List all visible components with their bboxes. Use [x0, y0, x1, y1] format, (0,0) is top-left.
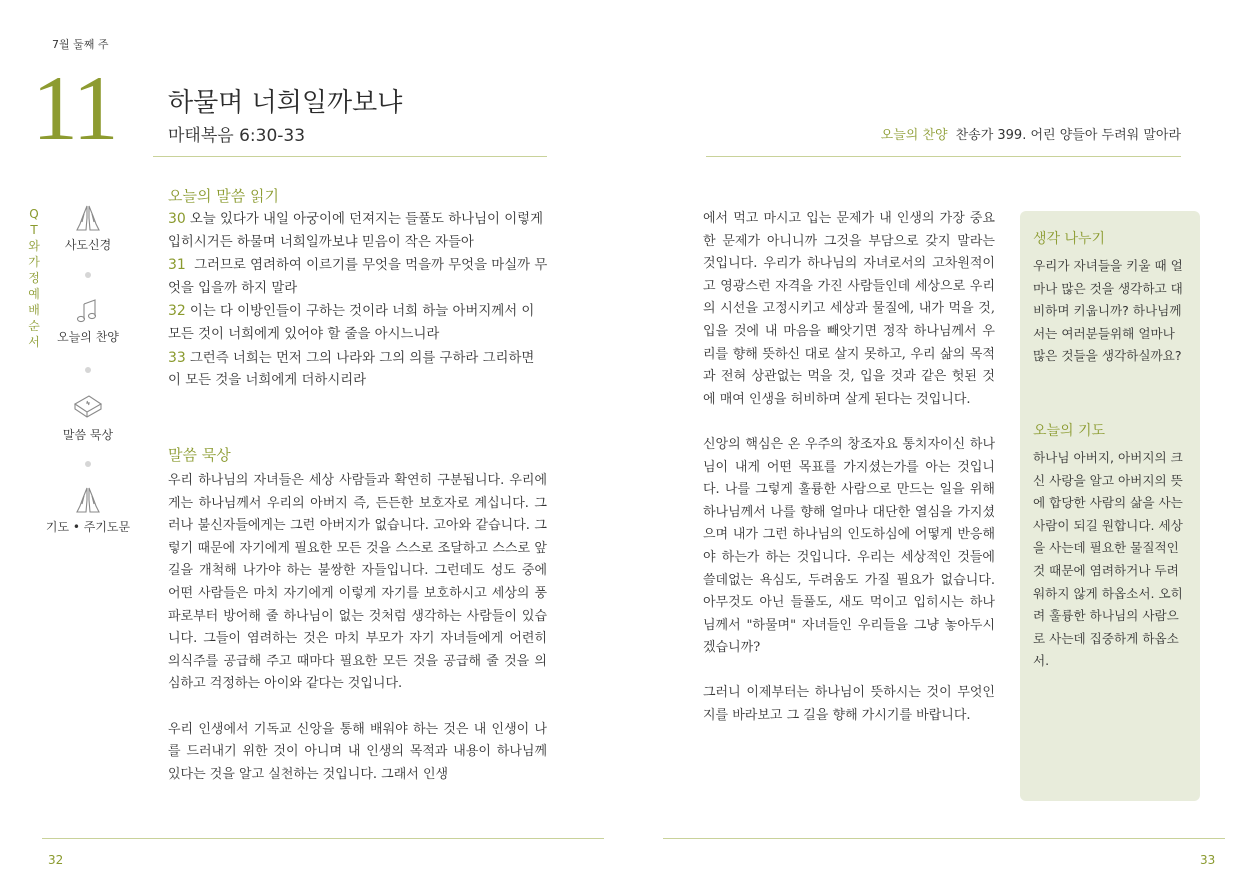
- day-number: 11: [32, 57, 117, 159]
- sidebar-vertical-label: QT와 가정예배 순서: [28, 207, 40, 349]
- share-text: 우리가 자녀들을 키울 때 얼마나 많은 것을 생각하고 대비하며 키웁니까? 하나님께서는 여러분들위해 얼마나 많은 것들을 생각하실까요?: [1033, 258, 1183, 364]
- verse-text: 그러므로 염려하여 이르기를 무엇을 먹을까 무엇을 마실까 무엇을 입을까 하지 말라: [168, 258, 548, 296]
- divider: [153, 156, 547, 157]
- todays-hymn: [706, 124, 1181, 143]
- separator-dot: [85, 367, 91, 373]
- page-number-left: 32: [48, 853, 64, 867]
- verse-number: 30: [168, 211, 186, 227]
- verse: [168, 254, 548, 300]
- sidebar-item-todays-hymn: [33, 298, 143, 345]
- verse-number: 33: [168, 349, 186, 366]
- share-title: 생각 나누기: [1033, 231, 1106, 247]
- bible-icon: [71, 392, 105, 422]
- praying-hands-icon: [73, 486, 103, 514]
- sidebar-item-label: 오늘의 찬양: [57, 330, 119, 344]
- paragraph: 에서 먹고 마시고 입는 문제가 내 인생의 가장 중요한 문제가 아니니까 그것을 부담으로 갖지 말라는 것입니다. 우리가 하나님의 자녀로서의 고차원적이고 영광스런 자격을 가진 사람들인데 세상으로 우리의 시선을 고정시키고 세상과 물질에, 내가 먹을 것, 입을 것에 내 마음을 빼앗기면 정작 하나님께서 우리를 향해 뜻하신 대로 살지 못하고, 우리 삶의 목적과 전혀 상관없는 먹을 것, 입을 것과 같은 헛된 것에 매여 인생을 허비하며 살게 된다는 것입니다.: [703, 211, 995, 407]
- verse: [168, 347, 548, 393]
- sidebar-item-meditation: [33, 392, 143, 443]
- praying-hands-icon: [73, 204, 103, 232]
- page-title: 하물며 너희일까보냐: [168, 88, 403, 118]
- sidebar-item-prayer: [33, 486, 143, 535]
- verse-number: 31: [168, 257, 186, 274]
- sidebar-item-label: 사도신경: [64, 238, 112, 252]
- meditation-title: 말씀 묵상: [168, 446, 231, 464]
- reading-title: 오늘의 말씀 읽기: [168, 187, 279, 205]
- sidebar-item-apostles-creed: [33, 204, 143, 253]
- scripture-reading: [168, 208, 548, 393]
- verse-number: 32: [168, 303, 186, 320]
- prayer-title: 오늘의 기도: [1033, 423, 1106, 439]
- page-number-right: 33: [1200, 853, 1216, 867]
- verse: [168, 300, 548, 346]
- verse-text: 그런즉 너희는 먼저 그의 나라와 그의 의를 구하라 그리하면 이 모든 것을 너희에게 더하시리라: [168, 350, 535, 389]
- paragraph: 우리 인생에서 기독교 신앙을 통해 배워야 하는 것은 내 인생이 나를 드러내기 위한 것이 아니며 내 인생의 목적과 내용이 하나님께 있다는 것을 알고 실천하는 것입니다. 그래서 인생: [168, 721, 547, 782]
- music-note-icon: [73, 298, 103, 324]
- meditation-text-right: [703, 208, 995, 728]
- verse-text: 오늘 있다가 내일 아궁이에 던져지는 들풀도 하나님이 이렇게 입히시거든 하물며 너희일까보냐 믿음이 작은 자들아: [168, 212, 544, 250]
- verse-text: 이는 다 이방인들이 구하는 것이라 너희 하늘 아버지께서 이 모든 것이 너희에게 있어야 할 줄을 아시느니라: [168, 304, 535, 342]
- separator-dot: [85, 461, 91, 467]
- verse: [168, 208, 548, 254]
- divider: [42, 838, 604, 839]
- scripture-reference: 마태복음 6:30-33: [168, 126, 306, 146]
- side-box: [1020, 211, 1200, 801]
- divider: [706, 156, 1181, 157]
- meditation-text-left: [168, 470, 547, 786]
- separator-dot: [85, 272, 91, 278]
- divider: [663, 838, 1225, 839]
- paragraph: 신앙의 핵심은 온 우주의 창조자요 통치자이신 하나님이 내게 어떤 목표를 가지셨는가를 아는 것입니다. 나를 그렇게 훌륭한 사람으로 만드는 일을 위해 하나님께서 나를 향해 얼마나 대단한 열심을 가지셨으며 내가 그런 하나님의 인도하심에 어떻게 반응해야 하는가 하는 것입니다. 우리는 세상적인 것들에 쓸데없는 욕심도, 두려움도 가질 필요가 없습니다. 아무것도 아닌 들풀도, 새도 먹이고 입히시는 하나님께서 "하물며" 자녀들인 우리들을 그냥 놓아두시겠습니까?: [703, 436, 995, 656]
- sidebar-item-label: 기도 • 주기도문: [45, 520, 131, 534]
- prayer-text: 하나님 아버지, 아버지의 크신 사랑을 알고 아버지의 뜻에 합당한 사람의 삶을 사는 사람이 되길 원합니다. 세상을 사는데 필요한 물질적인 것 때문에 염려하거나 두려워하지 않게 하옵소서. 오히려 훌륭한 하나님의 사람으로 사는데 집중하게 하옵소서.: [1033, 450, 1183, 669]
- week-label: 7월 둘째 주: [52, 38, 109, 51]
- hymn-label: 오늘의 찬양: [880, 128, 948, 143]
- paragraph: 그러니 이제부터는 하나님이 뜻하시는 것이 무엇인지를 바라보고 그 길을 향해 가시기를 바랍니다.: [703, 685, 995, 724]
- paragraph: 우리 하나님의 자녀들은 세상 사람들과 확연히 구분됩니다. 우리에게는 하나님께서 우리의 아버지 즉, 든든한 보호자로 계십니다. 그러나 불신자들에게는 그런 아버지가 없습니다. 고아와 같습니다. 그렇기 때문에 자기에게 필요한 모든 것을 스스로 조달하고 스스로 앞길을 개척해 나가야 하는 불쌍한 자들입니다. 그런데도 성도 중에 어떤 사람들은 마치 자기에게 이렇게 자기를 보호하시고 세상의 풍파로부터 방어해 줄 하나님이 없는 것처럼 생각하는 사람들이 있습니다. 그들이 염려하는 것은 마치 부모가 자기 자녀들에게 어련히 의식주를 공급해 주고 때마다 필요한 모든 것을 공급해 줄 것을 의심하고 걱정하는 아이와 같다는 것입니다.: [168, 473, 547, 692]
- sidebar-item-label: 말씀 묵상: [62, 428, 114, 442]
- hymn-title: 찬송가 399. 어린 양들아 두려워 말아라: [955, 128, 1181, 143]
